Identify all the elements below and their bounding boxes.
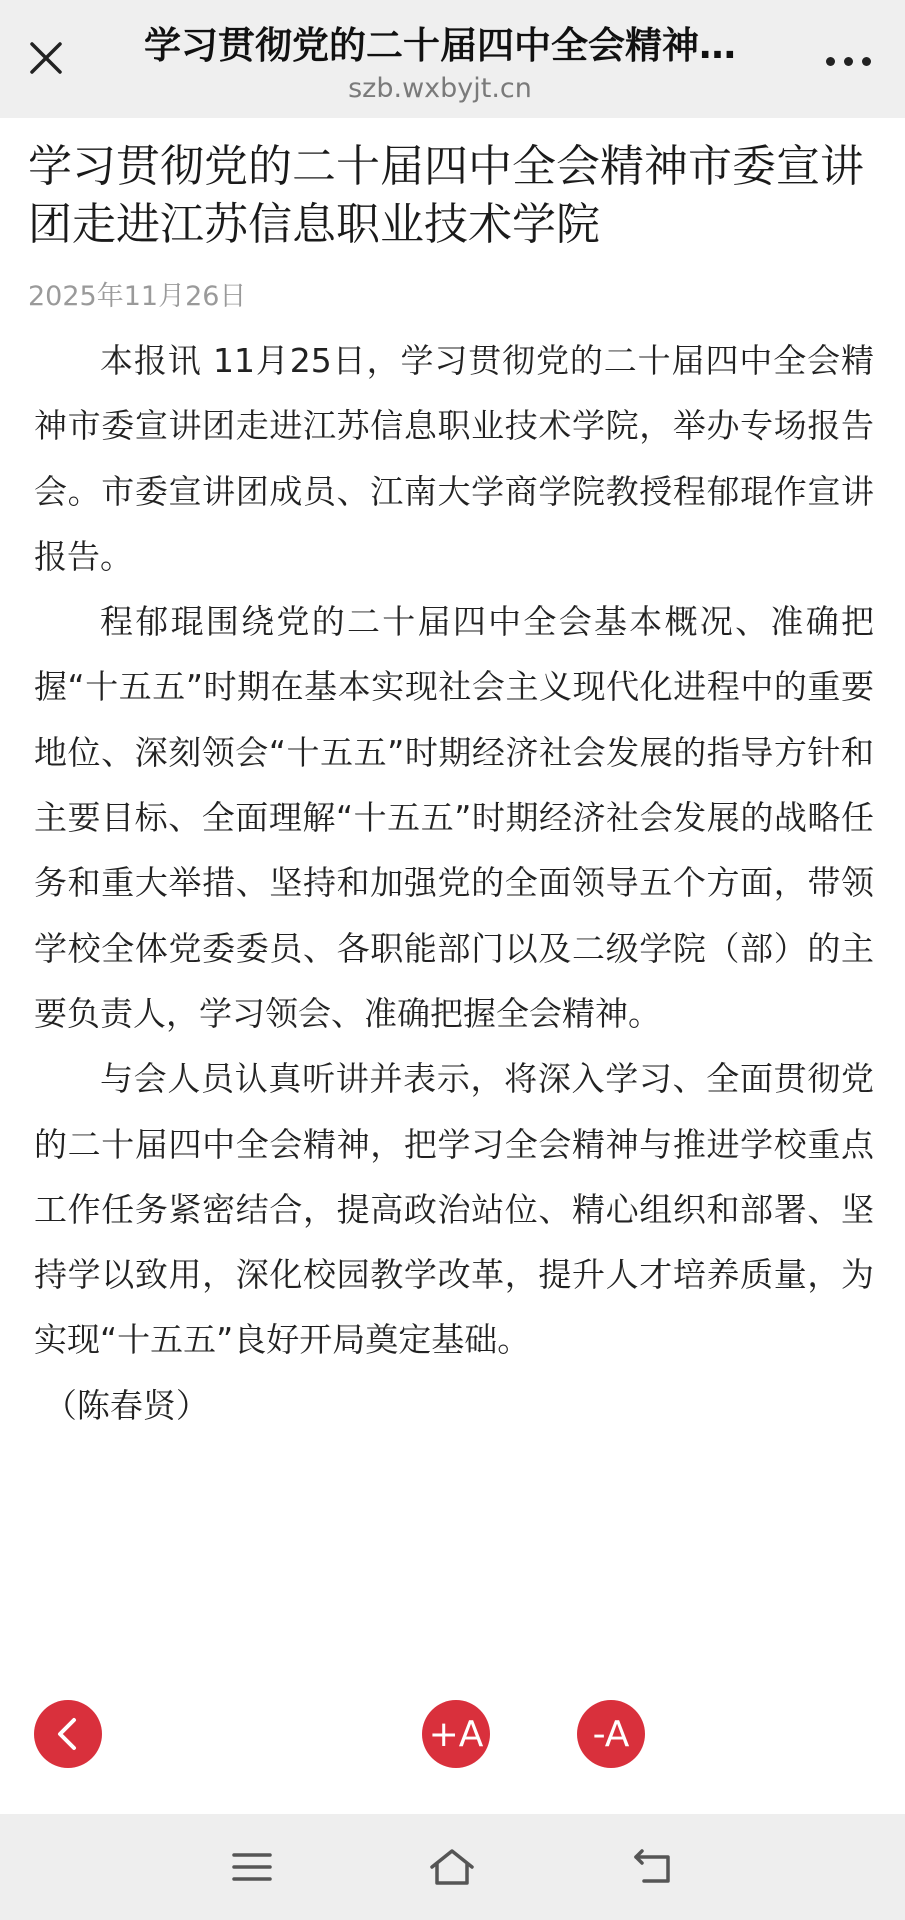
menu-icon — [232, 1850, 272, 1884]
article-title: 学习贯彻党的二十届四中全会精神市委宣讲团走进江苏信息职业技术学院 — [28, 141, 864, 250]
nav-menu-button[interactable] — [222, 1842, 282, 1892]
browser-top-bar — [0, 0, 905, 118]
page-url: szb.wxbyjt.cn — [348, 73, 532, 104]
return-icon — [632, 1847, 676, 1887]
article-paragraph: 本报讯 11月25日，学习贯彻党的二十届四中全会精神市委宣讲团走进江苏信息职业技术学院，举办专场报告会。市委宣讲团成员、江南大学商学院教授程郁琨作宣讲报告。 — [34, 341, 874, 576]
page-title: 学习贯彻党的二十届四中全会精神… — [144, 24, 736, 67]
home-icon — [428, 1847, 476, 1887]
article-date: 2025年11月26日 — [28, 281, 247, 312]
article-paragraph: 程郁琨围绕党的二十届四中全会基本概况、准确把握“十五五”时期在基本实现社会主义现代化进程中的重要地位、深刻领会“十五五”时期经济社会发展的指导方针和主要目标、全面理解“十五五”时期经济社会发展的战略任务和重大举措、坚持和加强党的全面领导五个方面，带领学校全体党委委员、各职能部门以及二级学院（部）的主要负责人，学习领会、准确把握全会精神。 — [34, 602, 874, 1033]
chevron-left-icon — [53, 1717, 83, 1751]
font-increase-button[interactable]: +A — [422, 1700, 490, 1768]
more-dots-icon — [844, 57, 853, 66]
close-icon — [29, 41, 63, 75]
close-button[interactable] — [18, 30, 74, 86]
more-dots-icon — [826, 57, 835, 66]
article-byline: （陈春贤） — [43, 1385, 209, 1425]
font-decrease-button[interactable]: -A — [577, 1700, 645, 1768]
system-nav-bar — [0, 1814, 905, 1920]
article-body — [34, 328, 874, 1438]
nav-return-button[interactable] — [624, 1842, 684, 1892]
article-paragraph: 与会人员认真听讲并表示，将深入学习、全面贯彻党的二十届四中全会精神，把学习全会精神与推进学校重点工作任务紧密结合，提高政治站位、精心组织和部署、坚持学以致用，深化校园教学改革，提升人才培养质量，为实现“十五五”良好开局奠定基础。 — [34, 1059, 874, 1360]
back-button[interactable] — [34, 1700, 102, 1768]
nav-home-button[interactable] — [422, 1842, 482, 1892]
more-dots-icon — [862, 57, 871, 66]
more-options-button[interactable] — [813, 36, 883, 86]
